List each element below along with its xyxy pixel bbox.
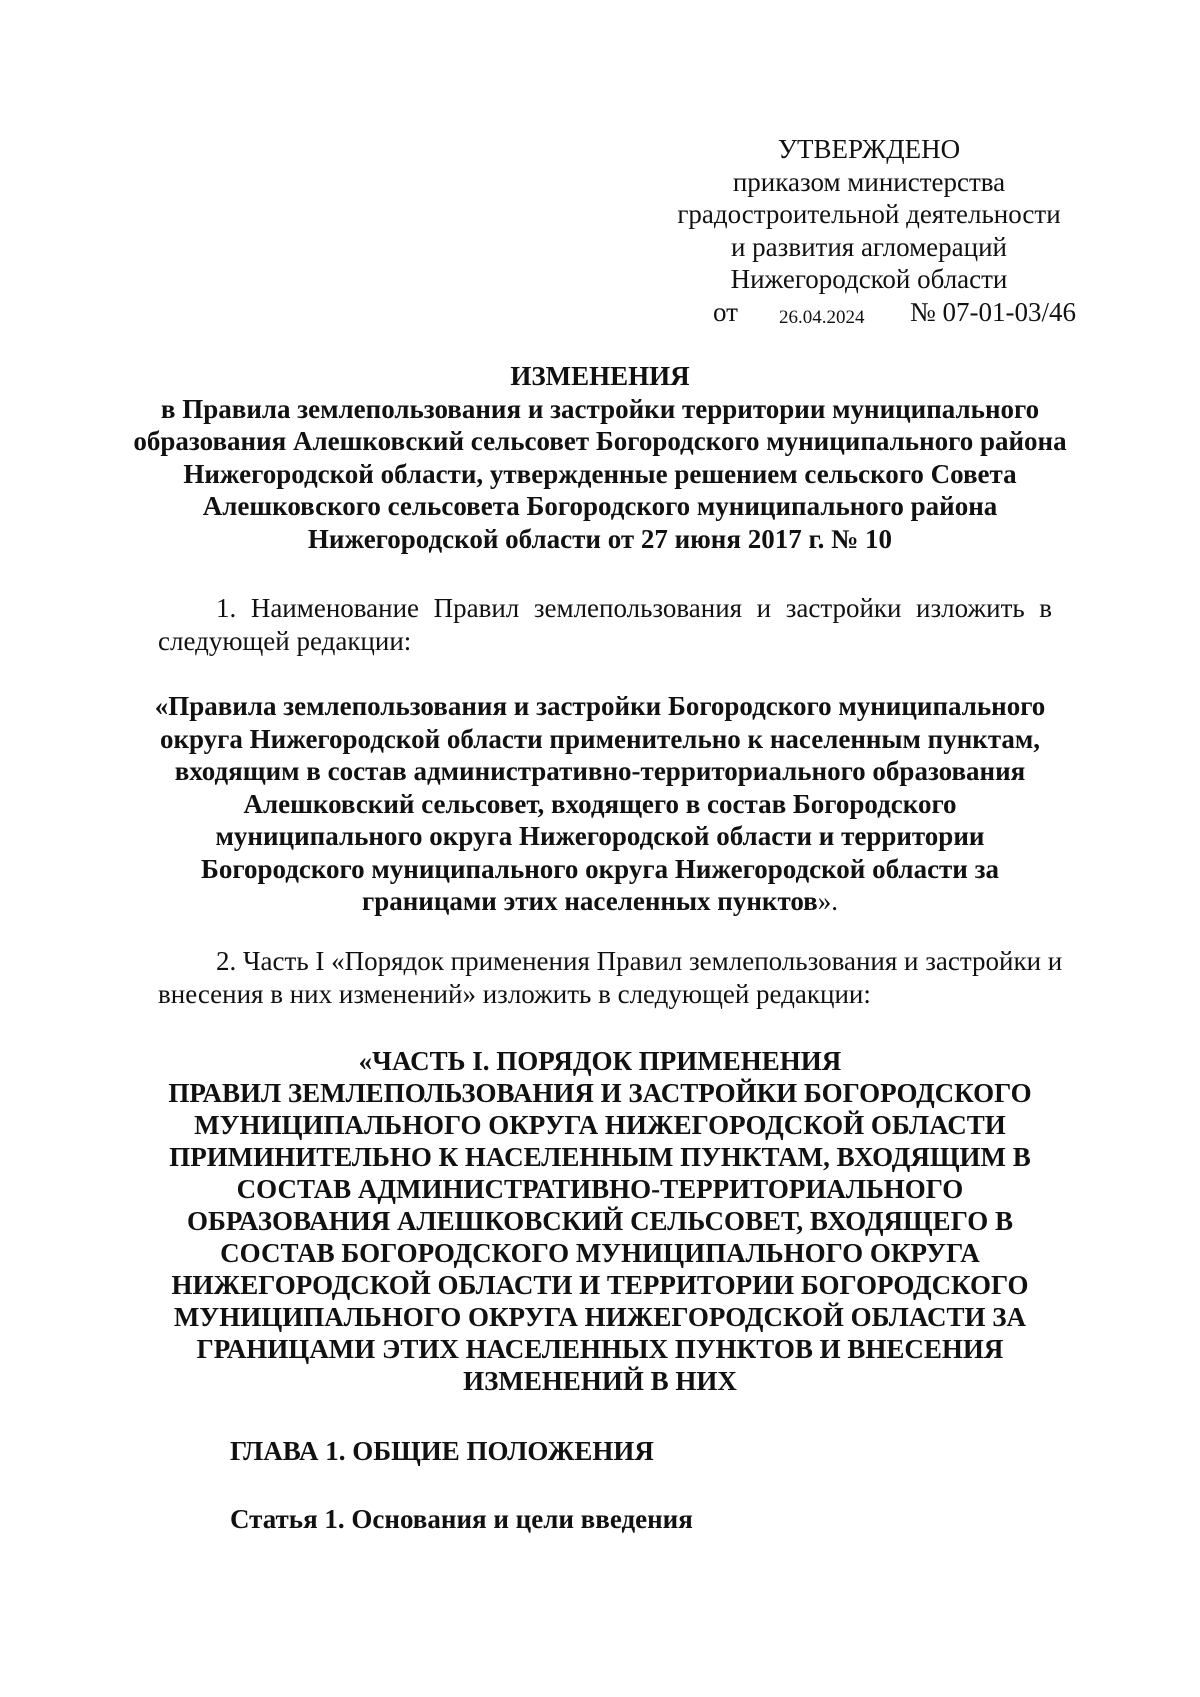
part-1-heading: [130, 1045, 1070, 1397]
quote-line: входящим в состав административно-территориального образования: [174, 756, 1026, 786]
approval-number: № 07-01-03/46: [910, 296, 1076, 327]
part-heading-line: ИЗМЕНЕНИЙ В НИХ: [463, 1366, 737, 1396]
part-heading-line: СОСТАВ БОГОРОДСКОГО МУНИЦИПАЛЬНОГО ОКРУГА: [220, 1238, 980, 1268]
title-line: Нижегородской области от 27 июня 2017 г. № 10: [307, 523, 893, 554]
part-heading-line: НИЖЕГОРОДСКОЙ ОБЛАСТИ И ТЕРРИТОРИИ БОГОРОДСКОГО: [171, 1270, 1029, 1300]
chapter-heading: ГЛАВА 1. ОБЩИЕ ПОЛОЖЕНИЯ: [230, 1436, 654, 1466]
approval-line: приказом министерства: [732, 166, 1006, 197]
approval-line: Нижегородской области: [730, 264, 1008, 294]
quoted-new-name: [130, 690, 1070, 918]
title-line: в Правила землепользования и застройки территории муниципального: [160, 393, 1040, 424]
title-heading: ИЗМЕНЕНИЯ: [510, 361, 690, 391]
part-heading-line: СОСТАВ АДМИНИСТРАТИВНО-ТЕРРИТОРИАЛЬНОГО: [236, 1174, 964, 1204]
part-heading-line: ПРИМИНИТЕЛЬНО К НАСЕЛЕННЫМ ПУНКТАМ, ВХОДЯЩИМ В: [169, 1142, 1031, 1172]
item-2-first-line: 2. Часть I «Порядок применения Правил землепользования и застройки и: [216, 946, 1063, 976]
item-1-paragraph: [158, 592, 1052, 657]
quote-last-text: границами этих населенных пунктов: [361, 886, 818, 916]
approval-line: градостроительной деятельности: [677, 199, 1061, 229]
title-line: Алешковского сельсовета Богородского муниципального района: [202, 491, 998, 521]
quote-last-line: [130, 885, 1070, 918]
title-line: Нижегородской области, утвержденные решением сельского Совета: [183, 458, 1017, 489]
approval-block: [640, 133, 1098, 330]
quote-line: округа Нижегородской области применительно к населенным пунктам,: [159, 723, 1041, 754]
item-2-second-line: внесения в них изменений» изложить в следующей редакции:: [158, 978, 871, 1009]
part-heading-line: ГРАНИЦАМИ ЭТИХ НАСЕЛЕННЫХ ПУНКТОВ И ВНЕСЕНИЯ: [196, 1334, 1004, 1364]
quote-line: Богородского муниципального округа Нижегородской области за: [201, 853, 999, 884]
quote-line: муниципального округа Нижегородской области и территории: [215, 821, 985, 851]
part-heading-line: «ЧАСТЬ I. ПОРЯДОК ПРИМЕНЕНИЯ: [358, 1046, 842, 1076]
approval-date: 26.04.2024: [779, 306, 865, 328]
document-title: [130, 360, 1070, 555]
part-heading-line: МУНИЦИПАЛЬНОГО ОКРУГА НИЖЕГОРОДСКОЙ ОБЛАСТИ ЗА: [173, 1302, 1027, 1332]
part-heading-line: ПРАВИЛ ЗЕМЛЕПОЛЬЗОВАНИЯ И ЗАСТРОЙКИ БОГОРОДСКОГО: [168, 1078, 1032, 1108]
quote-closing: ».: [817, 886, 839, 916]
item-1-first-line: 1. Наименование Правил землепользования и застройки изложить в: [216, 593, 1052, 623]
approval-heading: УТВЕРЖДЕНО: [777, 134, 961, 164]
part-heading-line: ОБРАЗОВАНИЯ АЛЕШКОВСКИЙ СЕЛЬСОВЕТ, ВХОДЯЩЕГО В: [187, 1206, 1013, 1236]
approval-line: и развития агломераций: [730, 231, 1007, 262]
item-2-paragraph: [158, 945, 1063, 1010]
item-1-second-line: следующей редакции:: [158, 625, 412, 656]
article-heading: Статья 1. Основания и цели введения: [230, 1504, 693, 1534]
title-line: образования Алешковский сельсовет Богородского муниципального района: [133, 426, 1067, 456]
part-heading-line: МУНИЦИПАЛЬНОГО ОКРУГА НИЖЕГОРОДСКОЙ ОБЛАСТИ: [194, 1110, 1006, 1140]
quote-line: Алешковский сельсовет, входящего в состав Богородского: [243, 788, 957, 819]
approval-date-row: [640, 296, 1098, 330]
quote-line: «Правила землепользования и застройки Богородского муниципального: [154, 691, 1046, 721]
approval-date-prefix: от: [713, 296, 738, 327]
